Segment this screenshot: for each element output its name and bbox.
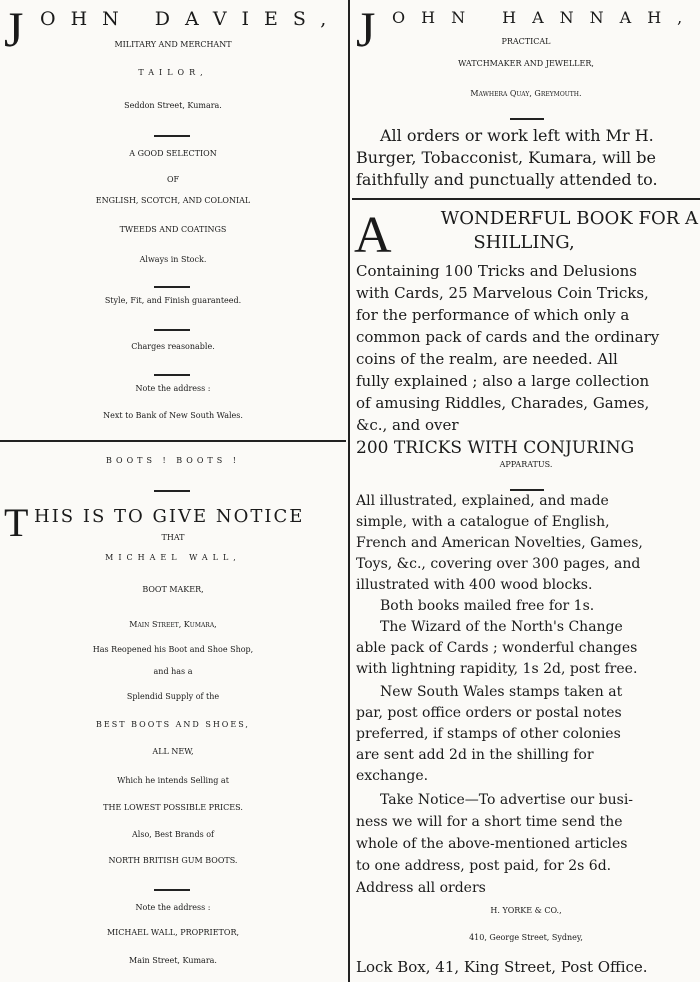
yorke-para1-line-8: &c., and over	[356, 416, 459, 434]
davies-trade-line: MILITARY AND MERCHANT	[114, 40, 232, 49]
yorke-para6-line-3: whole of the above-mentioned articles	[356, 836, 628, 852]
davies-guarantee: Style, Fit, and Finish guaranteed.	[104, 296, 242, 305]
wall-that: THAT	[161, 533, 185, 542]
wall-gum-boots: NORTH BRITISH GUM BOOTS.	[108, 856, 238, 865]
yorke-para5-line-1: New South Wales stamps taken at	[380, 684, 623, 700]
yorke-para2-line-5: illustrated with 400 wood blocks.	[356, 577, 593, 593]
wall-trade: BOOT MAKER,	[142, 585, 204, 594]
yorke-tricks-line-1: 200 TRICKS WITH CONJURING	[356, 438, 635, 458]
hannah-trade: WATCHMAKER AND JEWELLER,	[458, 59, 594, 68]
yorke-para2-line-4: Toys, &c., covering over 300 pages, and	[356, 556, 641, 572]
wall-reopened: Has Reopened his Boot and Shoe Shop,	[92, 645, 254, 654]
wall-intends: Which he intends Selling at	[117, 776, 229, 785]
davies-selection: A GOOD SELECTION	[129, 149, 217, 158]
divider-dash	[154, 286, 190, 288]
yorke-para3: Both books mailed free for 1s.	[380, 598, 595, 614]
yorke-para2-line-1: All illustrated, explained, and made	[356, 493, 609, 509]
yorke-firm: H. YORKE & CO.,	[490, 906, 562, 915]
wall-name: MICHAEL WALL,	[105, 553, 241, 562]
wall-all-new: ALL NEW,	[152, 747, 194, 756]
hannah-body-line-1: All orders or work left with Mr H.	[380, 126, 654, 145]
yorke-para2-line-3: French and American Novelties, Games,	[356, 535, 643, 551]
divider-dash	[510, 118, 544, 120]
divider-dash	[154, 135, 190, 137]
yorke-para6-line-4: to one address, post paid, for 2s 6d.	[356, 858, 612, 874]
left-column	[0, 0, 346, 982]
yorke-para6-line-5: Address all orders	[356, 880, 486, 896]
divider-dash	[154, 374, 190, 376]
yorke-para4-line-2: able pack of Cards ; wonderful changes	[356, 640, 638, 656]
hannah-body-line-3: faithfully and punctually attended to.	[356, 170, 658, 189]
ad-separator	[0, 440, 346, 442]
wall-main-street: Main Street, Kumara.	[129, 956, 217, 965]
yorke-para5-line-5: exchange.	[356, 768, 429, 784]
davies-stock: Always in Stock.	[139, 255, 207, 264]
hannah-name: OHN HANNAH,	[392, 8, 699, 27]
davies-tailor: TAILOR,	[138, 68, 208, 77]
davies-goods-line-2: TWEEDS AND COATINGS	[119, 225, 227, 234]
hannah-drop-cap: J	[356, 1, 376, 57]
yorke-address: 410, George Street, Sydney,	[469, 933, 583, 942]
wall-best-boots: BEST BOOTS AND SHOES,	[96, 720, 250, 729]
column-divider	[348, 0, 350, 982]
yorke-para5-line-4: are sent add 2d in the shilling for	[356, 747, 594, 763]
yorke-drop-cap: A	[354, 207, 392, 264]
wall-heading: BOOTS ! BOOTS !	[106, 456, 240, 465]
davies-next-to: Next to Bank of New South Wales.	[103, 411, 243, 420]
divider-dash	[154, 490, 190, 492]
yorke-para1-line-4: common pack of cards and the ordinary	[356, 328, 660, 346]
wall-drop-cap: T	[4, 500, 29, 545]
yorke-para6-line-1: Take Notice—To advertise our busi-	[380, 792, 634, 808]
wall-note: Note the address :	[135, 903, 211, 912]
davies-name: OHN DAVIES,	[40, 8, 342, 30]
hannah-body-line-2: Burger, Tobacconist, Kumara, will be	[356, 148, 656, 167]
yorke-title-line-2: SHILLING,	[473, 232, 575, 253]
hannah-location: Mawhera Quay, Greymouth.	[470, 89, 582, 98]
davies-note: Note the address :	[135, 384, 211, 393]
wall-has-a: and has a	[153, 667, 193, 676]
wall-proprietor: MICHAEL WALL, PROPRIETOR,	[106, 928, 240, 937]
hannah-practical: PRACTICAL	[501, 37, 551, 46]
wall-splendid: Splendid Supply of the	[126, 692, 220, 701]
davies-goods-line-1: ENGLISH, SCOTCH, AND COLONIAL	[95, 196, 251, 205]
yorke-tricks-line-2: APPARATUS.	[499, 460, 553, 469]
wall-lowest-prices: THE LOWEST POSSIBLE PRICES.	[103, 803, 243, 812]
yorke-para5-line-3: preferred, if stamps of other colonies	[356, 726, 621, 742]
yorke-para1-line-2: with Cards, 25 Marvelous Coin Tricks,	[356, 284, 649, 302]
yorke-lockbox: Lock Box, 41, King Street, Post Office.	[356, 958, 648, 976]
yorke-para6-line-2: ness we will for a short time send the	[356, 814, 623, 830]
yorke-para1-line-1: Containing 100 Tricks and Delusions	[356, 262, 637, 280]
yorke-para2-line-2: simple, with a catalogue of English,	[356, 514, 610, 530]
yorke-para1-line-7: of amusing Riddles, Charades, Games,	[356, 394, 650, 412]
davies-drop-cap: J	[4, 1, 24, 57]
divider-dash	[154, 329, 190, 331]
ad-separator	[352, 198, 700, 200]
wall-also: Also, Best Brands of	[132, 830, 214, 839]
wall-street: Main Street, Kumara,	[129, 620, 217, 629]
davies-charges: Charges reasonable.	[131, 342, 215, 351]
yorke-para4-line-1: The Wizard of the North's Change	[380, 619, 623, 635]
yorke-para1-line-5: coins of the realm, are needed. All	[356, 350, 618, 368]
davies-of: OF	[166, 175, 180, 184]
yorke-para4-line-3: with lightning rapidity, 1s 2d, post free.	[356, 661, 638, 677]
divider-dash	[154, 889, 190, 891]
right-column	[352, 0, 700, 982]
yorke-para5-line-2: par, post office orders or postal notes	[356, 705, 622, 721]
yorke-title-line-1: WONDERFUL BOOK FOR A	[440, 208, 698, 229]
yorke-para1-line-3: for the performance of which only a	[356, 306, 630, 324]
davies-address: Seddon Street, Kumara.	[124, 101, 222, 110]
wall-notice: HIS IS TO GIVE NOTICE	[34, 506, 305, 527]
divider-dash	[510, 489, 544, 491]
yorke-para1-line-6: fully explained ; also a large collection	[356, 372, 650, 390]
